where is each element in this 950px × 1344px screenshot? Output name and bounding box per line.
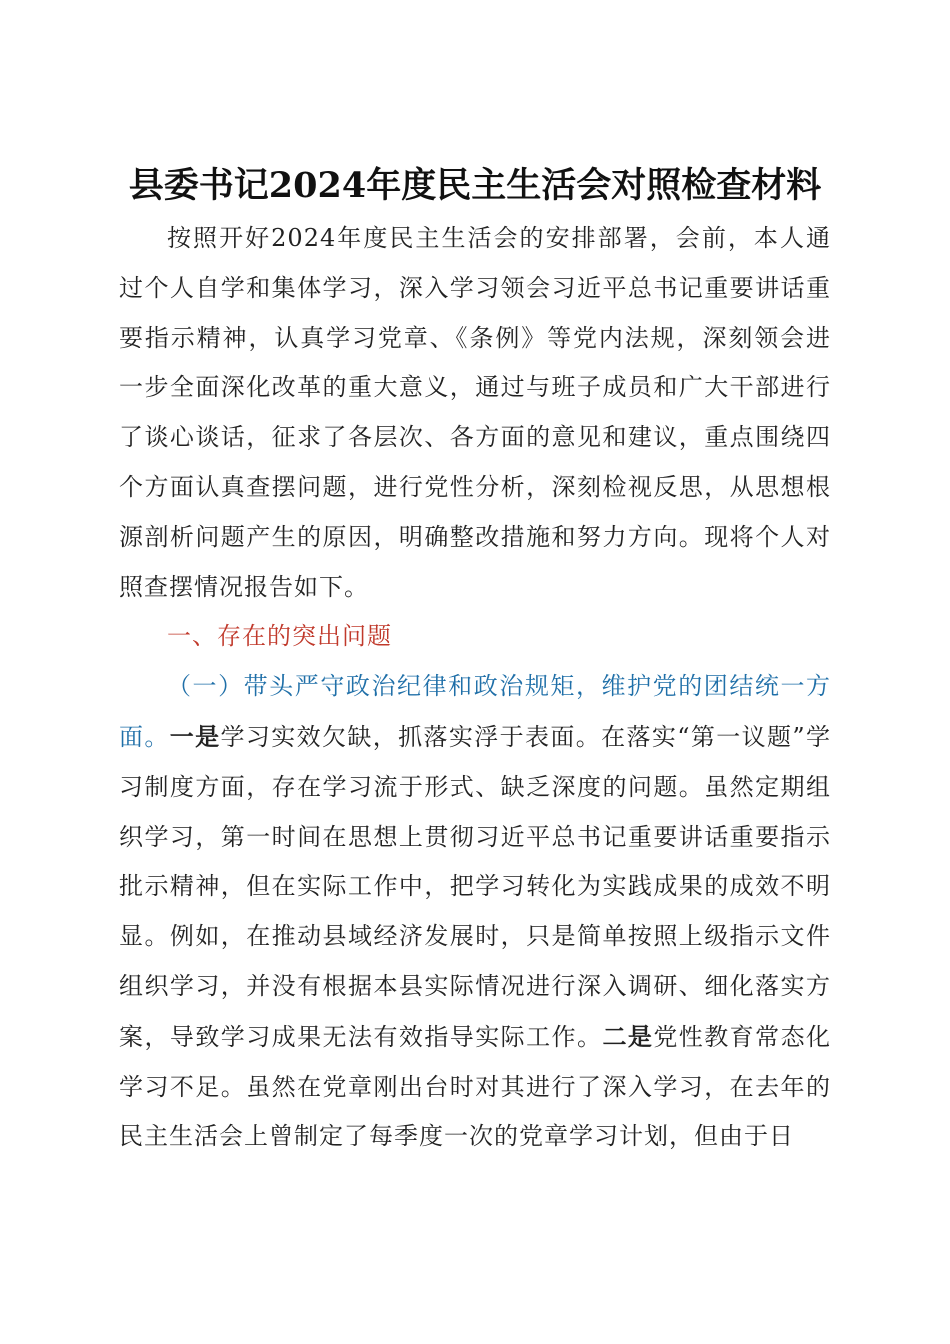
point-label-2: 二是 bbox=[602, 1021, 654, 1051]
subsection-heading: （一）带头严守政治纪律和政治规矩，维护党的团结统一方面。 bbox=[119, 672, 831, 751]
point-label-1: 一是 bbox=[169, 721, 221, 751]
subsection-paragraph bbox=[119, 662, 831, 1162]
point-text-2: 党性教育常态化学习不足。虽然在党章刚出台时对其进行了深入学习，在去年的民主生活会上曾制定了每季度一次的党章学习计划，但由于日 bbox=[119, 1022, 832, 1151]
section-heading: 一、存在的突出问题 bbox=[167, 622, 392, 651]
document-body bbox=[119, 214, 831, 1162]
document-title: 县委书记2024年度民主生活会对照检查材料 bbox=[128, 165, 822, 206]
intro-paragraph: 按照开好2024年度民主生活会的安排部署，会前，本人通过个人自学和集体学习，深入学习领会习近平总书记重要讲话重要指示精神，认真学习党章、《条例》等党内法规，深刻领会进一步全面深化改革的重大意义，通过与班子成员和广大干部进行了谈心谈话，征求了各层次、各方面的意见和建议，重点围绕四个方面认真查摆问题，进行党性分析，深刻检视反思，从思想根源剖析问题产生的原因，明确整改措施和努力方向。现将个人对照查摆情况报告如下。 bbox=[119, 224, 831, 601]
point-text-1: 学习实效欠缺，抓落实浮于表面。在落实“第一议题”学习制度方面，存在学习流于形式、缺乏深度的问题。虽然定期组织学习，第一时间在思想上贯彻习近平总书记重要讲话重要指示批示精神，但在实际工作中，把学习转化为实践成果的成效不明显。例如，在推动县域经济发展时，只是简单按照上级指示文件组织学习，并没有根据本县实际情况进行深入调研、细化落实方案，导致学习成果无法有效指导实际工作。 bbox=[119, 722, 831, 1051]
